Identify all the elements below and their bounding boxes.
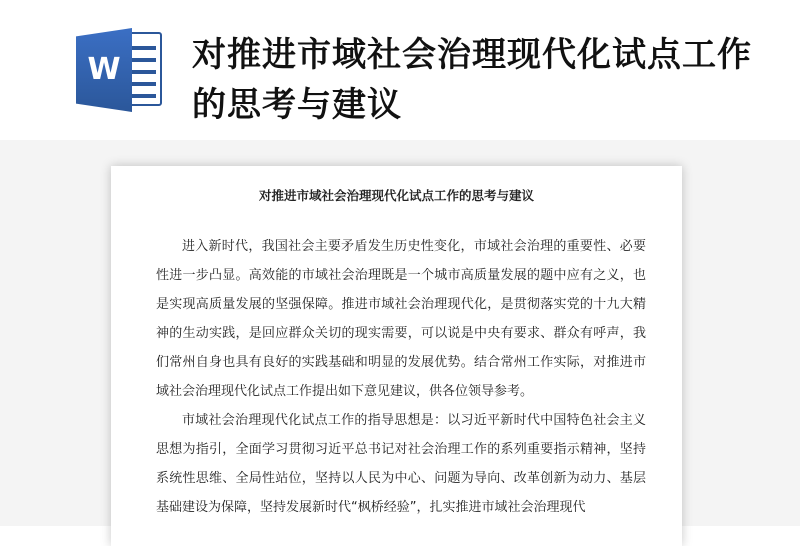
- paragraph: 进入新时代，我国社会主要矛盾发生历史性变化，市域社会治理的重要性、必要性进一步凸显。高效能的市域社会治理既是一个城市高质量发展的题中应有之义，也是实现高质量发展的坚强保障。推进市域社会治理现代化，是贯彻落实党的十九大精神的生动实践，是回应群众关切的现实需要，可以说是中央有要求、群众有呼声，我们常州自身也具有良好的实践基础和明显的发展优势。结合常州工作实际，对推进市域社会治理现代化试点工作提出如下意见建议，供各位领导参考。: [156, 239, 646, 399]
- document-title: 对推进市域社会治理现代化试点工作的思考与建议: [258, 188, 534, 203]
- document-page: [111, 166, 682, 546]
- paragraph: 市域社会治理现代化试点工作的指导思想是：以习近平新时代中国特色社会主义思想为指引，全面学习贯彻习近平总书记对社会治理工作的系列重要指示精神，坚持系统性思维、全局性站位，坚持以人民为中心、问题为导向、改革创新为动力、基层基础建设为保障，坚持发展新时代“枫桥经验”，扎实推进市域社会治理现代: [156, 413, 646, 515]
- document-body: [156, 232, 646, 522]
- microsoft-word-icon: [76, 28, 164, 112]
- header-title: 对推进市域社会治理现代化试点工作的思考与建议: [192, 35, 752, 125]
- header: [0, 0, 800, 140]
- word-icon-letter: W: [87, 52, 121, 87]
